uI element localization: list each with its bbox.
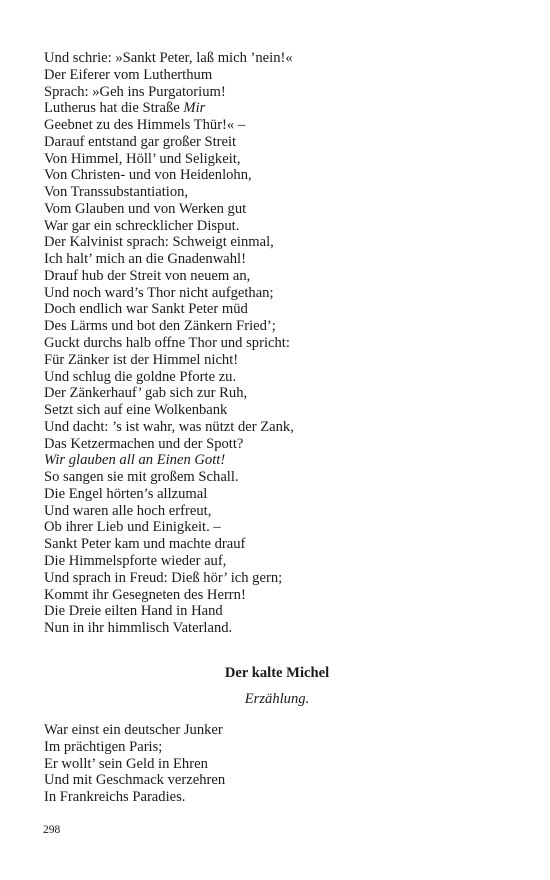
poem-line [44,536,514,553]
line-text: Guckt durchs halb offne Thor und spricht: [44,335,290,352]
poem-line [44,117,514,134]
poem-line [44,100,514,117]
poem-line [44,587,514,604]
poem-subtitle: Erzählung. [244,691,310,707]
poem-line [44,67,514,84]
poem-line [44,268,514,285]
poem-line [44,385,514,402]
line-text: Doch endlich war Sankt Peter müd [44,301,248,318]
poem-line [44,756,514,773]
line-text: Ob ihrer Lieb und Einigkeit. – [44,519,221,536]
line-text: Geebnet zu des Himmels Thür!« – [44,117,246,134]
poem-stanza-continued [44,50,514,637]
poem-line [44,739,514,756]
line-text: Das Ketzermachen und der Spott? [44,435,244,452]
poem-line [44,436,514,453]
line-text: Lutherus hat die Straße [44,100,184,117]
poem-title: Der kalte Michel [224,665,330,681]
poem-line [44,251,514,268]
poem-line [44,772,514,789]
poem-line [44,84,514,101]
line-text: Die Himmelspforte wieder auf, [44,552,227,569]
poem-line [44,503,514,520]
line-text: Die Engel hörten’s allzumal [44,485,208,502]
poem-line [44,234,514,251]
line-text: In Frankreichs Paradies. [44,789,186,806]
line-text: Und mit Geschmack verzehren [44,772,226,789]
poem-line [44,301,514,318]
line-text: Nun in ihr himmlisch Vaterland. [44,620,233,637]
poem-line [44,50,514,67]
line-text: Für Zänker ist der Himmel nicht! [44,351,239,368]
line-text: Und waren alle hoch erfreut, [44,502,212,519]
poem-line [44,218,514,235]
line-text: Drauf hub der Streit von neuem an, [44,267,251,284]
line-text: Von Transsubstantiation, [44,184,189,201]
poem-line [44,201,514,218]
page-number: 298 [43,824,61,836]
line-text: Er wollt’ sein Geld in Ehren [44,755,208,772]
poem-line [44,335,514,352]
poem-line [44,603,514,620]
poem-line [44,369,514,386]
line-text: Im prächtigen Paris; [44,738,163,755]
line-text: Setzt sich auf eine Wolkenbank [44,402,228,419]
line-text: Der Zänkerhauf’ gab sich zur Ruh, [44,385,248,402]
poem-line [44,134,514,151]
italic-text: Mir [183,100,206,117]
line-text: Kommt ihr Gesegneten des Herrn! [44,586,246,603]
line-text: Und sprach in Freud: Dieß hör’ ich gern; [44,569,283,586]
line-text: War einst ein deutscher Junker [44,722,223,738]
poem-line [44,419,514,436]
line-text: Von Christen- und von Heidenlohn, [44,167,252,184]
poem-line [44,352,514,369]
line-text: War gar ein schrecklicher Disput. [44,217,240,234]
line-text: So sangen sie mit großem Schall. [44,469,239,486]
poem-line [44,486,514,503]
poem-line [44,519,514,536]
poem-line [44,553,514,570]
line-text: Die Dreie eilten Hand in Hand [44,603,223,620]
poem-line [44,469,514,486]
poem-line [44,285,514,302]
poem-line [44,318,514,335]
line-text: Und schrie: »Sankt Peter, laß mich ’nein!« [44,50,293,66]
poem-line [44,620,514,637]
line-text: Und dacht: ’s ist wahr, was nützt der Zank, [44,418,294,435]
poem-line [44,167,514,184]
line-text: Darauf entstand gar großer Streit [44,133,237,150]
italic-text: Wir glauben all an Einen Gott! [44,452,226,469]
line-text: Ich halt’ mich an die Gnadenwahl! [44,251,246,268]
poem-line [44,452,514,469]
line-text: Der Kalvinist sprach: Schweigt einmal, [44,234,274,251]
line-text: Und noch ward’s Thor nicht aufgethan; [44,284,274,301]
line-text: Sprach: »Geh ins Purgatorium! [44,83,226,100]
poem-line [44,184,514,201]
line-text: Des Lärms und bot den Zänkern Fried’; [44,318,276,335]
poem-first-stanza [44,722,514,806]
line-text: Sankt Peter kam und machte drauf [44,536,246,553]
poem-line [44,151,514,168]
poem-line [44,570,514,587]
line-text: Der Eiferer vom Lutherthum [44,66,213,83]
line-text: Von Himmel, Höll’ und Seligkeit, [44,150,241,167]
poem-line [44,402,514,419]
line-text: Vom Glauben und von Werken gut [44,200,247,217]
poem-line [44,789,514,806]
poem-line [44,722,514,739]
line-text: Und schlug die goldne Pforte zu. [44,368,237,385]
